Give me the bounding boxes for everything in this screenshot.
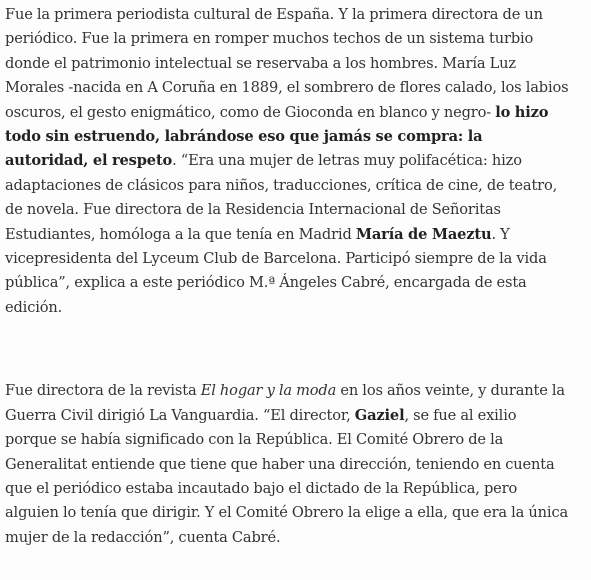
text-run: periódico. Fue la primera en romper muchos techos de un sistema turbio [5,30,534,48]
text-line [5,149,591,173]
text-line [5,76,591,100]
text-run: Fue directora de la revista [5,382,201,400]
text-run: vicepresidenta del Lyceum Club de Barcelona. Participó siempre de la vida [5,250,547,268]
paragraph-1 [5,3,591,320]
text-line [5,101,591,125]
text-line [5,428,591,452]
text-run: de novela. Fue directora de la Residencia Internacional de Señoritas [5,201,501,219]
text-run: . “Era una mujer de letras muy polifacética: hizo [172,152,522,170]
text-line [5,3,591,27]
text-line [5,247,591,271]
text-run: , se fue al exilio [404,406,517,424]
bold-text: autoridad, el respeto [5,152,173,170]
text-run: alguien lo tenía que dirigir. Y el Comité Obrero la elige a ella, que era la única [5,504,569,522]
text-run: adaptaciones de clásicos para niños, traducciones, crítica de cine, de teatro, [5,176,558,194]
bold-text: todo sin estruendo, labrándose eso que jamás se compra: la [5,128,483,146]
bold-text: lo hizo [495,103,549,121]
text-run: oscuros, el gesto enigmático, como de Gioconda en blanco y negro- [5,103,496,121]
text-run: porque se había significado con la República. El Comité Obrero de la [5,431,504,449]
text-line [5,198,591,222]
text-run: pública”, explica a este periódico M.ª Ángeles Cabré, encargada de esta [5,274,527,292]
text-line [5,296,591,320]
text-line [5,477,591,501]
text-run: edición. [5,298,63,316]
text-line [5,174,591,198]
text-run: donde el patrimonio intelectual se reservaba a los hombres. María Luz [5,54,516,72]
text-run: mujer de la redacción”, cuenta Cabré. [5,528,281,546]
paragraph-spacer [5,320,591,379]
text-run: Morales -nacida en A Coruña en 1889, el sombrero de flores calado, los labios [5,79,569,97]
text-run: Fue la primera periodista cultural de España. Y la primera directora de un [5,6,543,23]
text-run: en los años veinte, y durante la [336,382,565,400]
text-run: que el periódico estaba incautado bajo el dictado de la República, pero [5,479,518,497]
text-line [5,271,591,295]
text-line [5,223,591,247]
text-line [5,52,591,76]
text-line [5,125,591,149]
text-run: Estudiantes, homóloga a la que tenía en Madrid [5,225,356,243]
bold-text: Gaziel [354,406,405,424]
text-line [5,526,591,550]
text-run: Guerra Civil dirigió La Vanguardia. “El director, [5,406,355,424]
text-run: . Y [491,225,510,243]
text-run: Generalitat entiende que tiene que haber una dirección, teniendo en cuenta [5,455,555,473]
italic-text: El hogar y la moda [200,382,337,400]
text-line [5,501,591,525]
bold-text: María de Maeztu [355,225,492,243]
text-line [5,404,591,428]
text-line [5,379,591,403]
text-line [5,27,591,51]
text-line [5,453,591,477]
paragraph-2 [5,379,591,550]
